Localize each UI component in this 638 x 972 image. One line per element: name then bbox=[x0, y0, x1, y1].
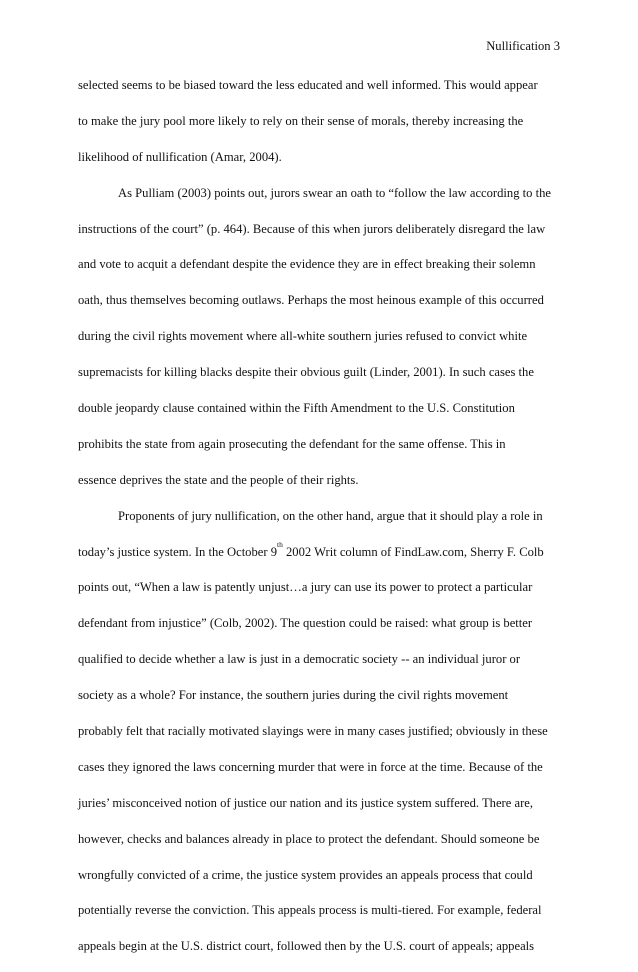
text-segment: today’s justice system. In the October 9 bbox=[78, 544, 278, 559]
text-line: during the civil rights movement where all-white southern juries refused to convict white bbox=[78, 329, 528, 344]
text-line: society as a whole? For instance, the southern juries during the civil rights movement bbox=[78, 688, 509, 703]
text-line: selected seems to be biased toward the less educated and well informed. This would appear bbox=[78, 78, 538, 92]
text-line: to make the jury pool more likely to rely on their sense of morals, thereby increasing the bbox=[78, 113, 524, 128]
text-line: points out, “When a law is patently unjust…a jury can use its power to protect a particular bbox=[78, 580, 533, 595]
text-line: defendant from injustice” (Colb, 2002). The question could be raised: what group is better bbox=[78, 616, 533, 631]
text-line: instructions of the court” (p. 464). Because of this when jurors deliberately disregard the law bbox=[78, 221, 546, 236]
text-line: cases they ignored the laws concerning murder that were in force at the time. Because of the bbox=[78, 759, 543, 774]
text-line: however, checks and balances already in place to protect the defendant. Should someone be bbox=[78, 831, 540, 846]
text-line: qualified to decide whether a law is just in a democratic society -- an individual juror or bbox=[78, 652, 521, 667]
text-line: juries’ misconceived notion of justice our nation and its justice system suffered. There are, bbox=[78, 795, 533, 810]
paragraph-start-line: As Pulliam (2003) points out, jurors swear an oath to “follow the law according to the bbox=[118, 185, 551, 200]
running-head: Nullification 3 bbox=[486, 39, 560, 53]
text-line: supremacists for killing blacks despite their obvious guilt (Linder, 2001). In such cases the bbox=[78, 365, 534, 380]
text-line: prohibits the state from again prosecuting the defendant for the same offense. This in bbox=[78, 436, 506, 451]
text-line: essence deprives the state and the people of their rights. bbox=[78, 472, 359, 487]
text-line-with-ordinal bbox=[78, 539, 568, 578]
text-line: potentially reverse the conviction. This appeals process is multi-tiered. For example, federal bbox=[78, 903, 542, 918]
text-line: appeals begin at the U.S. district court, followed then by the U.S. court of appeals; appeals bbox=[78, 939, 535, 954]
body-text bbox=[78, 75, 568, 972]
text-line: oath, thus themselves becoming outlaws. Perhaps the most heinous example of this occurred bbox=[78, 293, 544, 308]
text-line: probably felt that racially motivated slayings were in many cases justified; obviously in these bbox=[78, 724, 548, 739]
text-line: likelihood of nullification (Amar, 2004). bbox=[78, 149, 282, 164]
text-line: and vote to acquit a defendant despite the evidence they are in effect breaking their solemn bbox=[78, 257, 536, 272]
ordinal-superscript: th bbox=[277, 539, 283, 549]
text-line: wrongfully convicted of a crime, the justice system provides an appeals process that could bbox=[78, 867, 533, 882]
text-segment: 2002 Writ column of FindLaw.com, Sherry F. Colb bbox=[282, 544, 544, 559]
text-line: double jeopardy clause contained within the Fifth Amendment to the U.S. Constitution bbox=[78, 401, 515, 416]
paragraph-start-line: Proponents of jury nullification, on the other hand, argue that it should play a role in bbox=[118, 508, 543, 523]
